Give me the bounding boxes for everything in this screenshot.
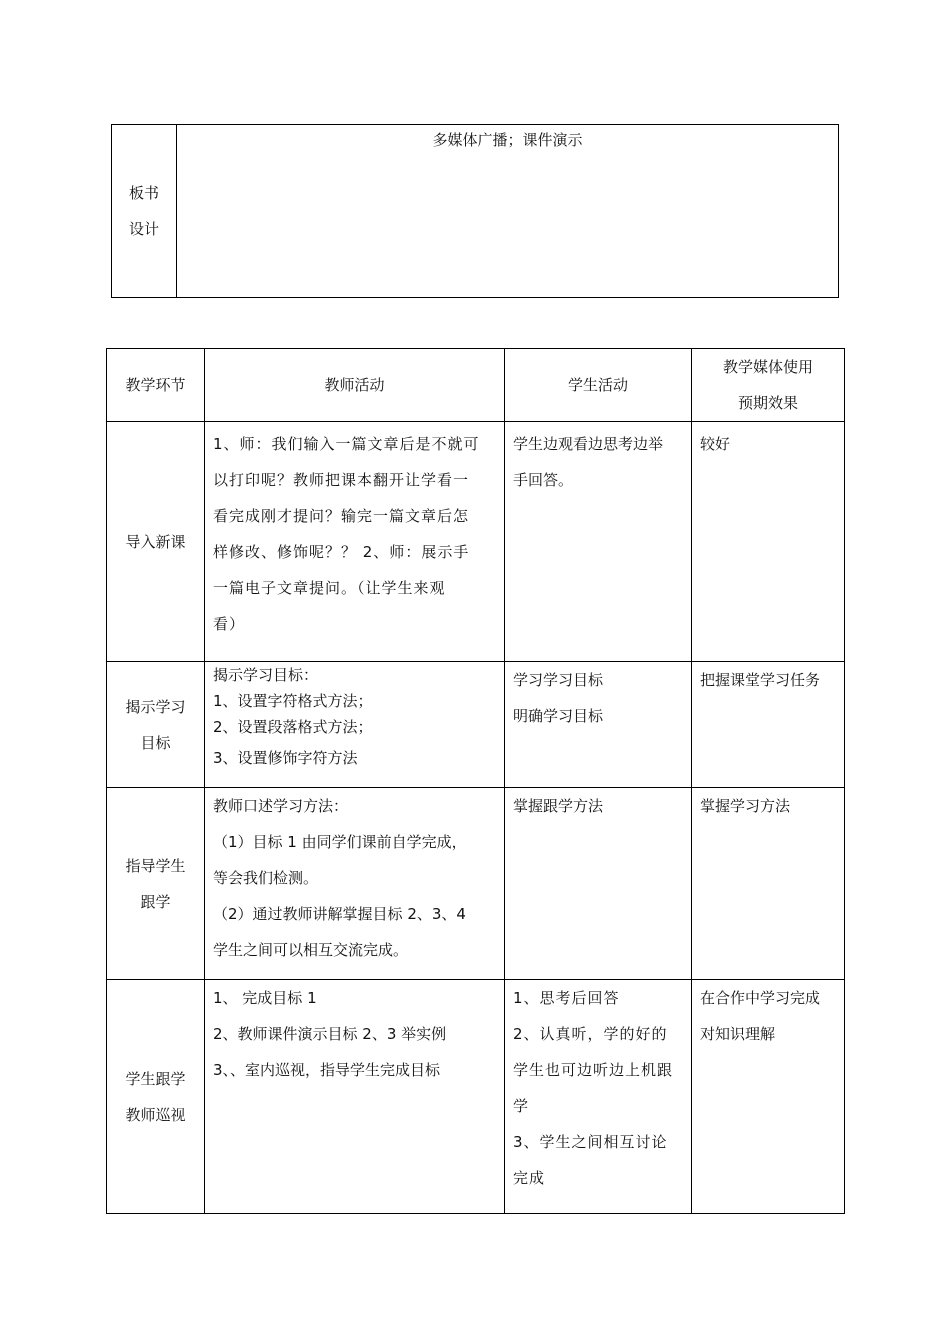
student-line: 学 [513, 1097, 530, 1115]
teacher-line: 一篇电子文章提问。（让学生来观 [213, 579, 446, 597]
phase-cell [107, 662, 205, 788]
phase-line: 导入新课 [125, 532, 186, 551]
teacher-line: 1、 完成目标 1 [213, 989, 317, 1007]
phase-line: 学生跟学 [125, 1069, 186, 1088]
student-line: 学习学习目标 [513, 671, 604, 689]
phase-line: 跟学 [140, 892, 171, 911]
board-design-table [111, 124, 839, 298]
lesson-plan-table [106, 348, 845, 1214]
media-line: 对知识理解 [700, 1025, 776, 1043]
table-header-row [107, 349, 845, 422]
teacher-line: 1、设置字符格式方法； [213, 692, 373, 710]
board-design-label [112, 125, 177, 298]
phase-line: 教师巡视 [125, 1105, 186, 1124]
teacher-line: 以打印呢？教师把课本翻开让学看一 [213, 471, 470, 489]
media-line: 把握课堂学习任务 [700, 671, 821, 689]
media-effect-cell [692, 980, 845, 1214]
header-media-line: 预期效果 [737, 394, 798, 412]
table-row [107, 662, 845, 788]
header-phase: 教学环节 [107, 349, 205, 422]
student-line: 学生也可边听边上机跟 [513, 1061, 674, 1079]
phase-cell [107, 980, 205, 1214]
teacher-line: 样修改、修饰呢？？ 2、师：展示手 [213, 543, 470, 561]
phase-line: 揭示学习 [125, 697, 186, 716]
student-line: 1、思考后回答 [513, 989, 620, 1007]
student-activity-cell [505, 788, 692, 980]
phase-cell [107, 422, 205, 662]
board-label-line: 板书 [128, 184, 159, 202]
student-activity-cell [505, 980, 692, 1214]
board-label-line: 设计 [128, 220, 159, 238]
teacher-activity-cell [205, 662, 505, 788]
student-activity-cell [505, 662, 692, 788]
media-line: 较好 [700, 435, 731, 453]
phase-cell [107, 788, 205, 980]
phase-line: 目标 [140, 733, 171, 752]
table-row [107, 788, 845, 980]
media-line: 在合作中学习完成 [700, 989, 821, 1007]
teacher-line: 2、教师课件演示目标 2、3 举实例 [213, 1025, 447, 1043]
teacher-line: （1）目标 1 由同学们课前自学完成， [213, 833, 467, 851]
teacher-line: 3、、室内巡视，指导学生完成目标 [213, 1061, 441, 1079]
student-line: 3、学生之间相互讨论 [513, 1133, 668, 1151]
media-effect-cell [692, 788, 845, 980]
media-effect-cell [692, 662, 845, 788]
teacher-line: 看） [213, 615, 246, 633]
media-effect-cell [692, 422, 845, 662]
teacher-line: 3、设置修饰字符方法 [213, 749, 358, 767]
board-design-content: 多媒体广播；课件演示 [177, 125, 839, 298]
header-student-activity: 学生活动 [505, 349, 692, 422]
student-line: 学生边观看边思考边举 [513, 435, 664, 453]
teacher-line: 看完成刚才提问？输完一篇文章后怎 [213, 507, 470, 525]
teacher-line: 1、师：我们输入一篇文章后是不就可 [213, 435, 480, 453]
teacher-line: （2）通过教师讲解掌握目标 2、3、4 [213, 905, 466, 923]
table-row [107, 422, 845, 662]
student-line: 2、认真听，学的好的 [513, 1025, 668, 1043]
student-line: 掌握跟学方法 [513, 797, 604, 815]
teacher-activity-cell [205, 788, 505, 980]
student-line: 完成 [513, 1169, 546, 1187]
student-line: 明确学习目标 [513, 707, 604, 725]
media-line: 掌握学习方法 [700, 797, 791, 815]
student-line: 手回答。 [513, 471, 574, 489]
teacher-line: 教师口述学习方法： [213, 797, 349, 815]
teacher-activity-cell [205, 422, 505, 662]
phase-line: 指导学生 [125, 856, 186, 875]
header-media-line: 教学媒体使用 [722, 358, 813, 376]
student-activity-cell [505, 422, 692, 662]
teacher-line: 2、设置段落格式方法； [213, 718, 373, 736]
header-media-effect [692, 349, 845, 422]
teacher-activity-cell [205, 980, 505, 1214]
table-row [107, 980, 845, 1214]
teacher-line: 揭示学习目标： [213, 666, 319, 684]
header-teacher-activity: 教师活动 [205, 349, 505, 422]
teacher-line: 学生之间可以相互交流完成。 [213, 941, 409, 959]
teacher-line: 等会我们检测。 [213, 869, 319, 887]
